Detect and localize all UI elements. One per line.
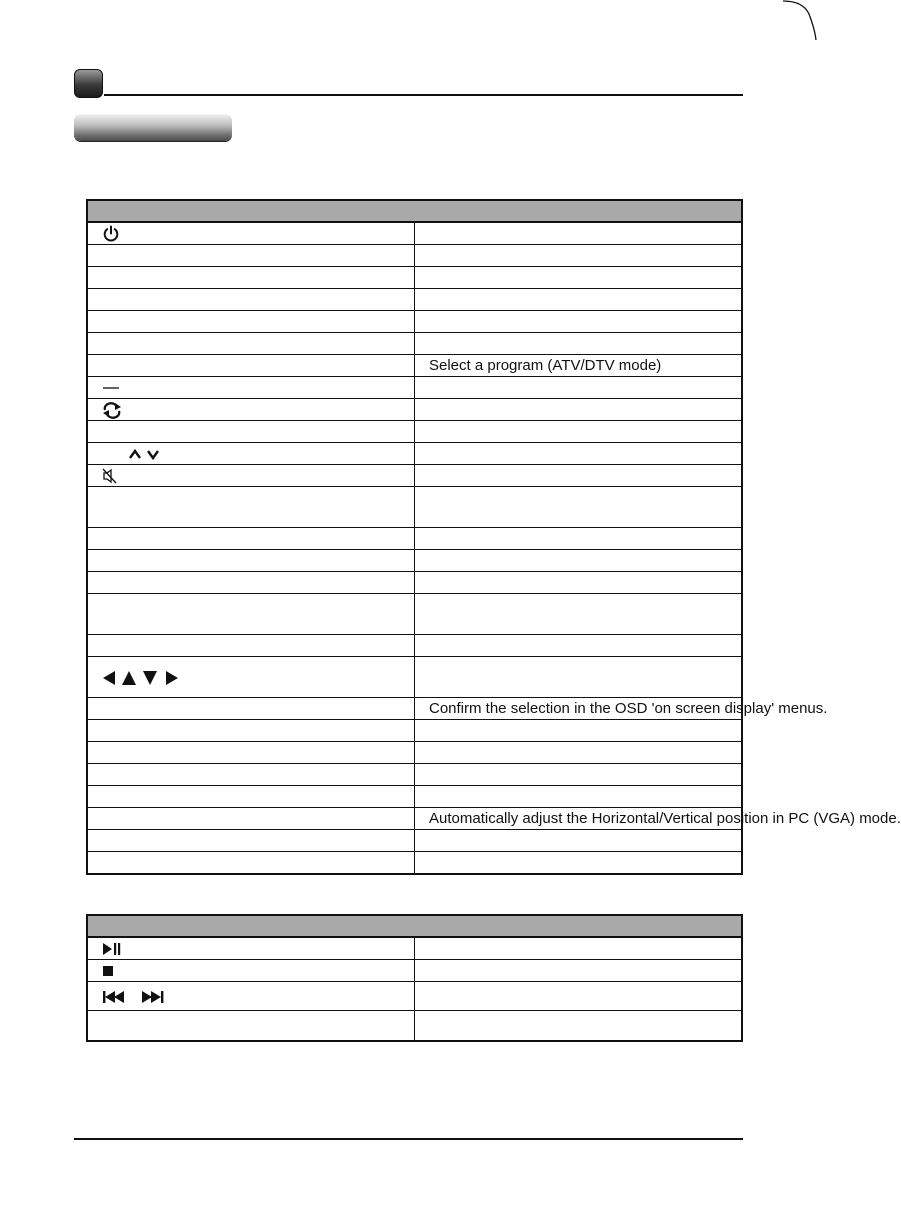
table-cell-description	[415, 377, 743, 399]
table-row	[87, 572, 742, 594]
table-row	[87, 852, 742, 875]
table-row	[87, 937, 742, 960]
channel-up-down-icon	[128, 447, 162, 461]
table-row	[87, 698, 742, 720]
table-row	[87, 657, 742, 698]
table-cell-description	[415, 245, 743, 267]
table-cell-description	[415, 333, 743, 355]
table-cell-description	[415, 982, 743, 1011]
table-row	[87, 355, 742, 377]
media-control-table	[86, 914, 743, 1042]
table-row	[87, 960, 742, 982]
table-header-row	[87, 915, 742, 937]
section-marker	[74, 69, 103, 98]
table-cell-description	[415, 311, 743, 333]
table-cell-description	[415, 937, 743, 960]
table-row	[87, 830, 742, 852]
table-cell-description	[415, 465, 743, 487]
table-cell-description	[415, 421, 743, 443]
table-cell-description	[415, 764, 743, 786]
table-row	[87, 245, 742, 267]
table-row	[87, 808, 742, 830]
table-row	[87, 333, 742, 355]
recall-icon	[102, 402, 122, 418]
header-rule	[104, 94, 743, 96]
table-cell-description	[415, 657, 743, 698]
table-row	[87, 720, 742, 742]
table-cell-description	[415, 572, 743, 594]
table-cell-description	[415, 289, 743, 311]
table-row	[87, 421, 742, 443]
previous-next-icon	[102, 989, 170, 1005]
remote-control-table	[86, 199, 901, 875]
table-row	[87, 311, 742, 333]
table-row	[87, 222, 742, 245]
table-row	[87, 594, 742, 635]
table-cell-description	[415, 960, 743, 982]
table-cell-description	[415, 852, 743, 875]
subsection-tab	[74, 114, 232, 141]
table-cell-description	[415, 550, 743, 572]
table-row	[87, 377, 742, 399]
table-row	[87, 487, 742, 528]
table-cell-description	[415, 399, 743, 421]
table-row	[87, 786, 742, 808]
table-row	[87, 1011, 742, 1042]
table-cell-description	[415, 528, 743, 550]
table-row	[87, 764, 742, 786]
table-cell-description: Automatically adjust the Horizontal/Vertical position in PC (VGA) mode.	[415, 808, 743, 830]
table-cell-description	[415, 635, 743, 657]
table-row	[87, 267, 742, 289]
table-cell-description	[415, 786, 743, 808]
stop-icon	[102, 965, 114, 977]
table-cell-description	[415, 222, 743, 245]
table-cell-description	[415, 267, 743, 289]
play-pause-icon	[102, 942, 122, 956]
table-cell-description	[415, 720, 743, 742]
arrow-keys-icon	[102, 670, 182, 686]
table-cell-description	[415, 594, 743, 635]
footer-rule	[74, 1138, 743, 1140]
table-row	[87, 635, 742, 657]
table-cell-description: Select a program (ATV/DTV mode)	[415, 355, 743, 377]
dash-icon	[102, 382, 120, 394]
table-row	[87, 399, 742, 421]
table-row	[87, 289, 742, 311]
mute-icon	[102, 468, 118, 484]
table-cell-description	[415, 742, 743, 764]
table-cell-description	[415, 830, 743, 852]
table-row	[87, 742, 742, 764]
table-row	[87, 443, 742, 465]
table-cell-description: Confirm the selection in the OSD 'on screen display' menus.	[415, 698, 743, 720]
table-row	[87, 550, 742, 572]
table-header-row	[87, 200, 742, 222]
table-row	[87, 528, 742, 550]
table-cell-description	[415, 1011, 743, 1042]
page-corner-mark	[783, 0, 828, 40]
table-cell-description	[415, 443, 743, 465]
table-row	[87, 982, 742, 1011]
table-cell-description	[415, 487, 743, 528]
power-icon	[102, 225, 120, 243]
table-row	[87, 465, 742, 487]
